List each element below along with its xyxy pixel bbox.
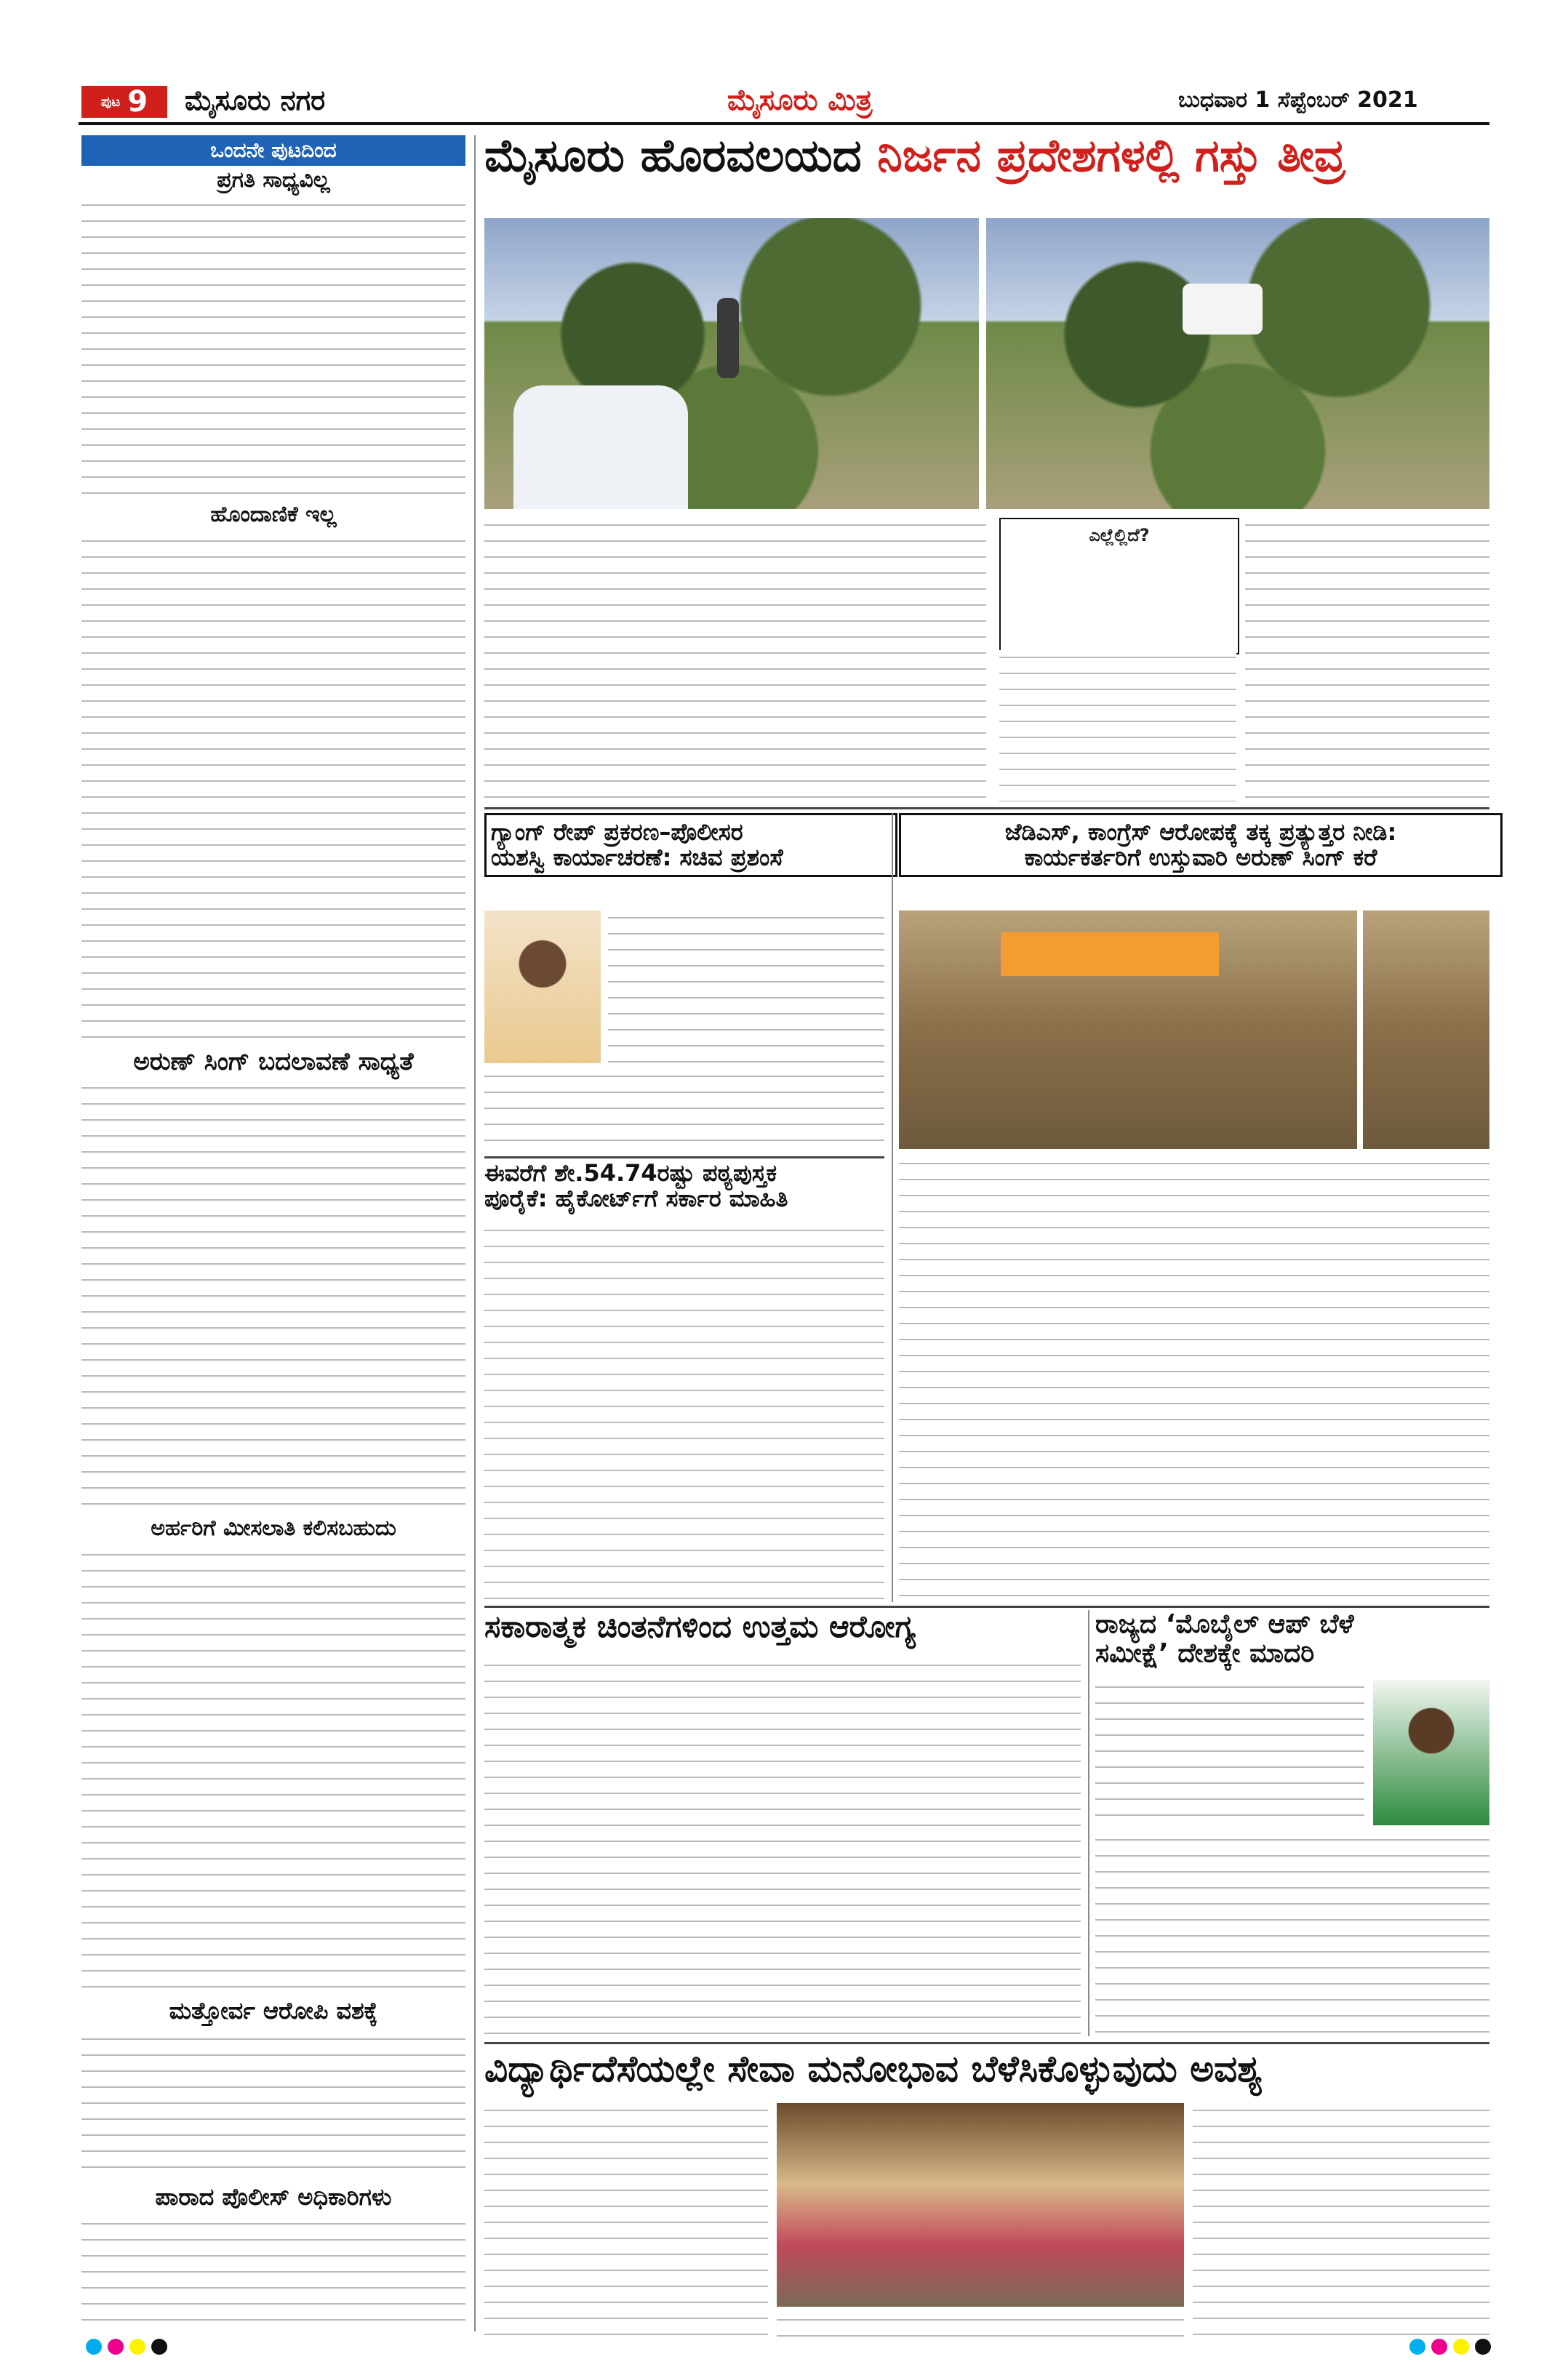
registration-mark-icon [1409, 2339, 1425, 2355]
subhead-police: ಪಾರಾದ ಪೊಲೀಸ್ ಅಧಿಕಾರಿಗಳು [155, 2183, 392, 2211]
column-divider [474, 135, 476, 2331]
subhead-hondanike: ಹೊಂದಾಣಿಕೆ ಇಲ್ಲ [210, 502, 337, 527]
police-vehicle [513, 385, 688, 509]
subhead-meesalati: ಅರ್ಹರಿಗೆ ಮೀಸಲಾತಿ ಕಲಿಸಬಹುದು [151, 1516, 396, 1541]
lead-headline-red: ನಿರ್ಜನ ಪ್ರದೇಶಗಳಲ್ಲಿ ಗಸ್ತು ತೀವ್ರ [877, 129, 1345, 182]
text-block [81, 2032, 465, 2177]
officer-figure [717, 298, 739, 378]
continued-banner: ಒಂದನೇ ಪುಟದಿಂದ [81, 135, 465, 166]
crop-survey-headline-line2: ಸಮೀಕ್ಷೆ’ ದೇಶಕ್ಕೇ ಮಾದರಿ [1095, 1638, 1315, 1668]
column-divider [892, 813, 893, 1602]
text-block [777, 2313, 1184, 2342]
text-block [999, 650, 1236, 801]
info-box [999, 518, 1239, 654]
text-block [484, 518, 986, 801]
minister-portrait [484, 910, 601, 1063]
page-label: ಪುಟ [100, 94, 121, 110]
bjp-meeting-photo [899, 910, 1357, 1149]
page-number-badge [81, 86, 167, 118]
section-rule [484, 1606, 1489, 1608]
section-rule [484, 1156, 884, 1158]
text-block [81, 1081, 465, 1510]
lead-headline [484, 131, 1495, 180]
section-rule [484, 807, 1489, 809]
police-car [1183, 284, 1263, 335]
registration-mark-icon [108, 2339, 124, 2355]
police-car-photo [986, 218, 1489, 509]
text-block [81, 198, 465, 496]
text-block [81, 2217, 465, 2326]
arun-singh-headline [899, 813, 1503, 877]
crop-survey-headline-line1: ರಾಜ್ಯದ ‘ಮೊಬೈಲ್ ಆಪ್ ಬೆಳೆ [1095, 1609, 1354, 1639]
section-rule [484, 2042, 1489, 2044]
students-group-photo [777, 2103, 1184, 2307]
arun-headline-line1: ಜೆಡಿಎಸ್, ಕಾಂಗ್ರೆಸ್ ಆರೋಪಕ್ಕೆ ತಕ್ಕ ಪ್ರತ್ಯುತ್ತರ ನೀಡಿ: [1004, 818, 1397, 846]
text-block [899, 1156, 1489, 1601]
text-block [484, 1658, 1081, 2036]
registration-mark-icon [129, 2339, 145, 2355]
text-block [608, 910, 884, 1063]
text-block [484, 1069, 884, 1150]
text-block [484, 2103, 768, 2336]
registration-mark-icon [151, 2339, 167, 2355]
arun-headline-line2: ಕಾರ್ಯಕರ್ತರಿಗೆ ಉಸ್ತುವಾರಿ ಅರುಣ್ ಸಿಂಗ್ ಕರೆ [1024, 844, 1377, 872]
info-box-title: ಎಲ್ಲೆಲ್ಲಿದೆ? [1089, 525, 1150, 545]
text-block [1193, 2103, 1489, 2336]
column-divider [1088, 1610, 1089, 2036]
gangrape-headline [484, 813, 897, 877]
text-block [1095, 1833, 1489, 2036]
textbook-headline-line2: ಪೂರೈಕೆ: ಹೈಕೋರ್ಟ್‌ಗೆ ಸರ್ಕಾರ ಮಾಹಿತಿ [484, 1185, 788, 1213]
page-number: 9 [127, 85, 148, 119]
gangrape-headline-line2: ಯಶಸ್ವಿ ಕಾರ್ಯಾಚರಣೆ: ಸಚಿವ ಪ್ರಶಂಸೆ [491, 844, 783, 872]
minister-portrait [1373, 1680, 1489, 1825]
issue-date: ಬುಧವಾರ 1 ಸೆಪ್ಟೆಂಬರ್ 2021 [1178, 87, 1418, 113]
registration-mark-icon [1453, 2339, 1469, 2355]
subhead-pragati: ಪ್ರಗತಿ ಸಾಧ್ಯವಿಲ್ಲ [217, 167, 330, 193]
crop-survey-headline [1095, 1610, 1489, 1668]
party-banner [1001, 932, 1219, 976]
textbook-headline [484, 1161, 884, 1212]
registration-mark-icon [1431, 2339, 1447, 2355]
text-block [484, 1223, 884, 1601]
subhead-arun-singh: ಅರುಣ್ ಸಿಂಗ್ ಬದಲಾವಣೆ ಸಾಧ್ಯತೆ [133, 1047, 414, 1076]
subhead-aaropi: ಮತ್ತೋರ್ವ ಆರೋಪಿ ವಶಕ್ಕೆ [169, 1997, 378, 2025]
textbook-headline-line1: ಈವರೆಗೆ ಶೇ.54.74ರಷ್ಟು ಪಠ್ಯಪುಸ್ತಕ [484, 1159, 777, 1187]
newspaper-name: ಮೈಸೂರು ಮಿತ್ರ [727, 83, 873, 117]
patrol-photo [484, 218, 979, 509]
text-block [1095, 1680, 1364, 1825]
registration-mark-icon [86, 2339, 102, 2355]
text-block [1245, 518, 1489, 801]
gangrape-headline-line1: ಗ್ಯಾಂಗ್ ರೇಪ್ ಪ್ರಕರಣ–ಪೊಲೀಸರ [491, 818, 743, 846]
service-headline: ವಿದ್ಯಾರ್ಥಿದೆಸೆಯಲ್ಲೇ ಸೇವಾ ಮನೋಭಾವ ಬೆಳೆಸಿಕೊಳ್ಳುವುದು ಅವಶ್ಯ [484, 2048, 1263, 2090]
registration-mark-icon [1475, 2339, 1491, 2355]
health-headline: ಸಕಾರಾತ್ಮಕ ಚಿಂತನೆಗಳಿಂದ ಉತ್ತಮ ಆರೋಗ್ಯ [484, 1609, 916, 1644]
text-block [81, 534, 465, 1043]
section-title: ಮೈಸೂರು ನಗರ [185, 84, 326, 116]
text-block [81, 1548, 465, 1991]
speaker-photo [1363, 910, 1489, 1149]
lead-headline-black: ಮೈಸೂರು ಹೊರವಲಯದ [484, 129, 862, 182]
